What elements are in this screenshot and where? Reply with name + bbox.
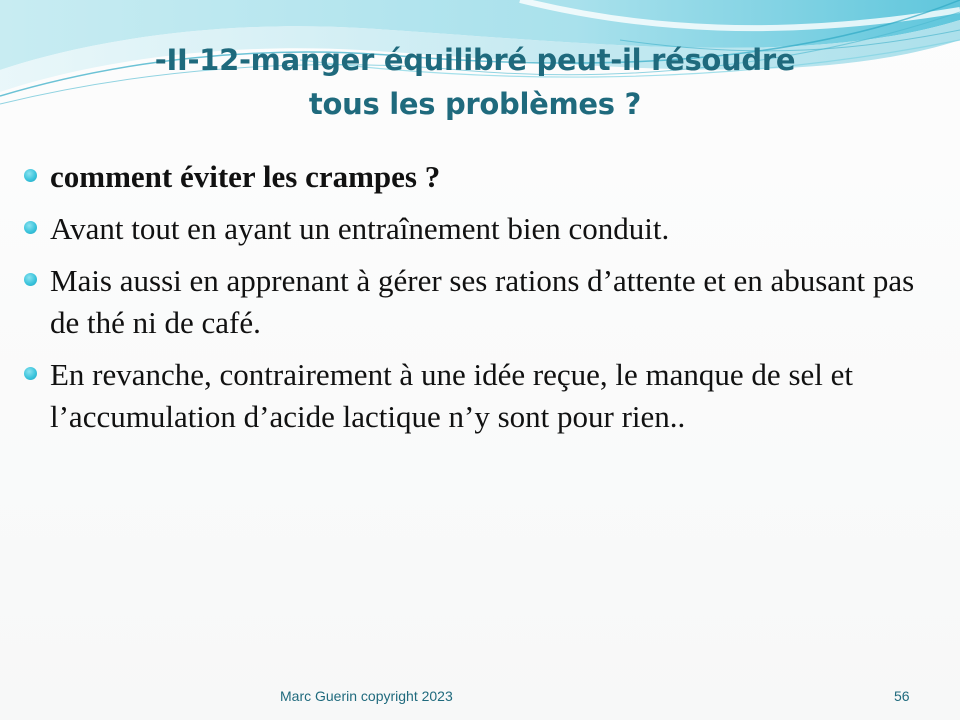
bullet-text: En revanche, contrairement à une idée reçue, le manque de sel et l’accumulation d’acide lactique n’y sont pour rien..	[50, 357, 854, 434]
slide-title-line-2: tous les problèmes ?	[308, 87, 642, 121]
bullet-dot-icon	[24, 273, 37, 286]
bullet-text: Avant tout en ayant un entraînement bien conduit.	[50, 211, 670, 246]
footer-page-number: 56	[894, 688, 910, 704]
bullet-item-3	[22, 260, 932, 344]
slide-title	[40, 38, 910, 126]
bullet-text: comment éviter les crampes ?	[50, 159, 441, 194]
bullet-item-4	[22, 354, 932, 438]
bullet-text: Mais aussi en apprenant à gérer ses rations d’attente et en abusant pas de thé ni de café.	[50, 263, 915, 340]
bullet-dot-icon	[24, 367, 37, 380]
bullet-item-2	[22, 208, 932, 250]
slide-title-line-1: -II-12-manger équilibré peut-il résoudre	[154, 43, 796, 77]
bullet-list	[22, 156, 932, 448]
bullet-item-1	[22, 156, 932, 198]
bullet-dot-icon	[24, 221, 37, 234]
footer-copyright: Marc Guerin copyright 2023	[280, 688, 453, 704]
bullet-dot-icon	[24, 169, 37, 182]
